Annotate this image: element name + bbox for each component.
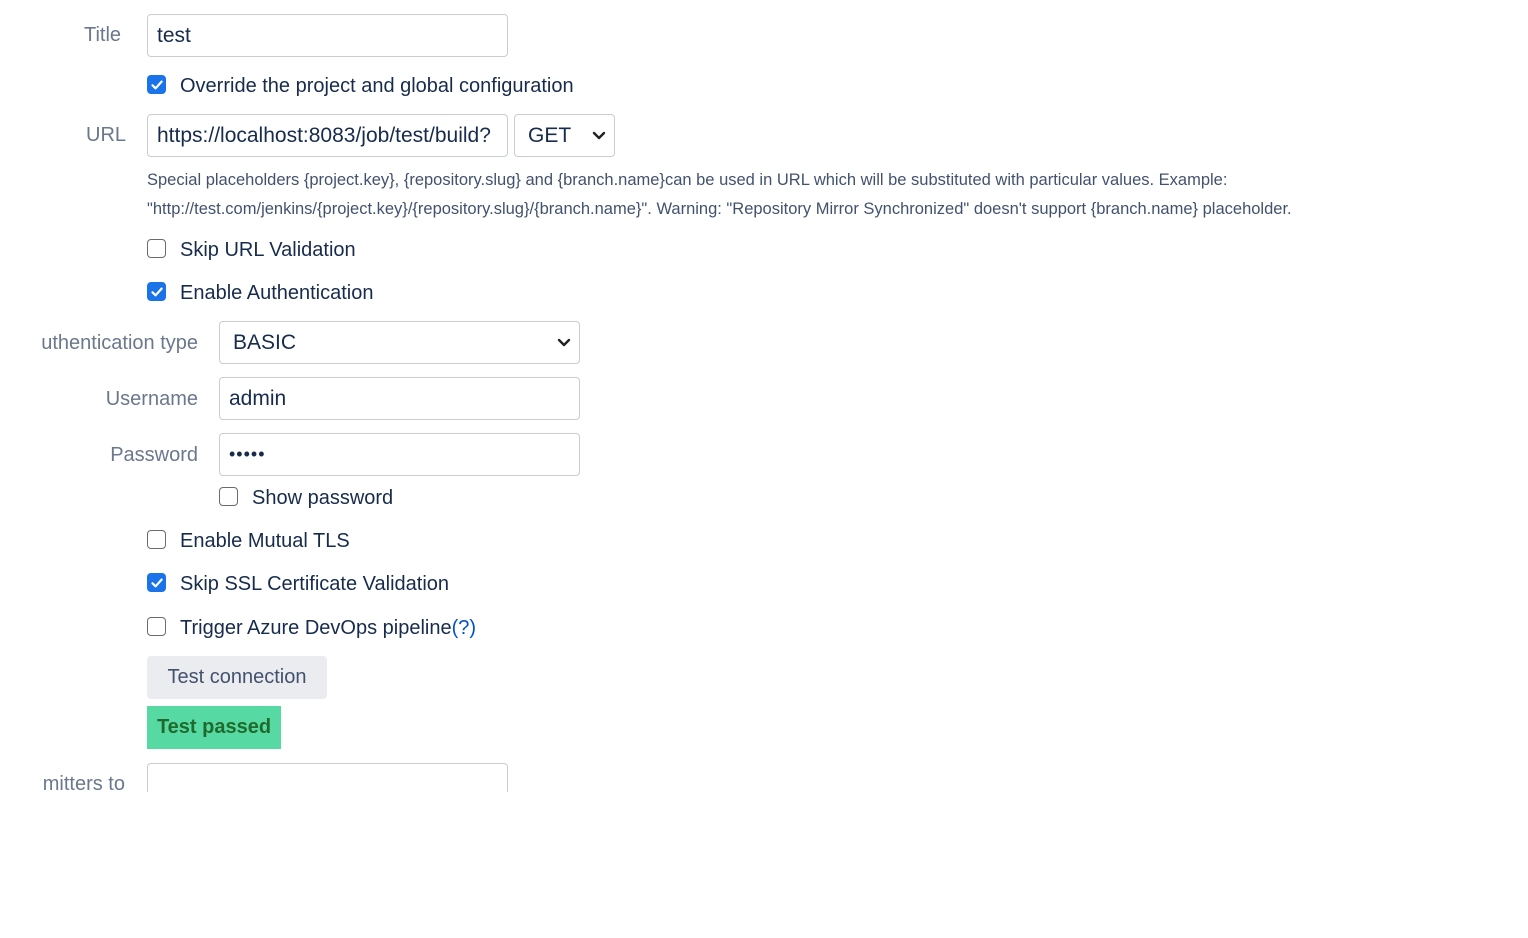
url-help-line-1: Special placeholders {project.key}, {repository.slug} and {branch.name}can be used in URL which will be substituted with particular values. Example: — [147, 171, 1228, 189]
committers-label: mitters to — [42, 773, 125, 792]
checkmark-icon — [149, 284, 165, 300]
azure-help-link[interactable]: (?) — [451, 617, 477, 639]
show-password-checkbox[interactable] — [219, 487, 238, 506]
title-input[interactable]: test — [147, 14, 508, 57]
enable-mutual-tls-checkbox[interactable] — [147, 530, 166, 549]
test-connection-button[interactable]: Test connection — [147, 656, 327, 699]
checkmark-icon — [149, 77, 165, 93]
username-label: Username — [105, 388, 198, 410]
url-help-line-2: "http://test.com/jenkins/{project.key}/{repository.slug}/{branch.name}". Warning: "Repository Mirror Synchronized" doesn't support {branch.name} placeholder. — [147, 200, 1292, 218]
enable-authentication-label[interactable]: Enable Authentication — [180, 282, 374, 304]
chevron-down-icon — [555, 322, 573, 363]
http-method-value: GET — [528, 124, 572, 147]
url-input[interactable]: https://localhost:8083/job/test/build? — [147, 114, 508, 157]
trigger-azure-pipeline-checkbox[interactable] — [147, 617, 166, 636]
chevron-down-icon — [590, 115, 608, 156]
trigger-azure-pipeline-label[interactable] — [180, 616, 476, 640]
show-password-label[interactable]: Show password — [252, 487, 394, 509]
skip-url-validation-checkbox[interactable] — [147, 239, 166, 258]
url-label: URL — [86, 124, 127, 146]
authentication-type-select[interactable] — [219, 321, 580, 364]
override-checkbox[interactable] — [147, 75, 166, 94]
skip-url-validation-label[interactable]: Skip URL Validation — [180, 239, 356, 261]
committers-input[interactable] — [147, 763, 508, 792]
authentication-type-value: BASIC — [233, 331, 297, 354]
override-label[interactable]: Override the project and global configuration — [180, 75, 574, 97]
title-label: Title — [84, 24, 122, 46]
username-input[interactable]: admin — [219, 377, 580, 420]
http-method-select[interactable] — [514, 114, 615, 157]
trigger-azure-pipeline-text[interactable]: Trigger Azure DevOps pipeline — [180, 617, 452, 639]
skip-ssl-validation-label[interactable]: Skip SSL Certificate Validation — [180, 573, 450, 595]
password-label: Password — [110, 444, 198, 466]
url-help-text — [147, 166, 1487, 224]
authentication-type-label: uthentication type — [41, 332, 198, 354]
enable-authentication-checkbox[interactable] — [147, 282, 166, 301]
skip-ssl-validation-checkbox[interactable] — [147, 573, 166, 592]
test-status-badge: Test passed — [147, 706, 281, 749]
checkmark-icon — [149, 575, 165, 591]
enable-mutual-tls-label[interactable]: Enable Mutual TLS — [180, 530, 350, 552]
password-input[interactable]: ••••• — [219, 433, 580, 476]
